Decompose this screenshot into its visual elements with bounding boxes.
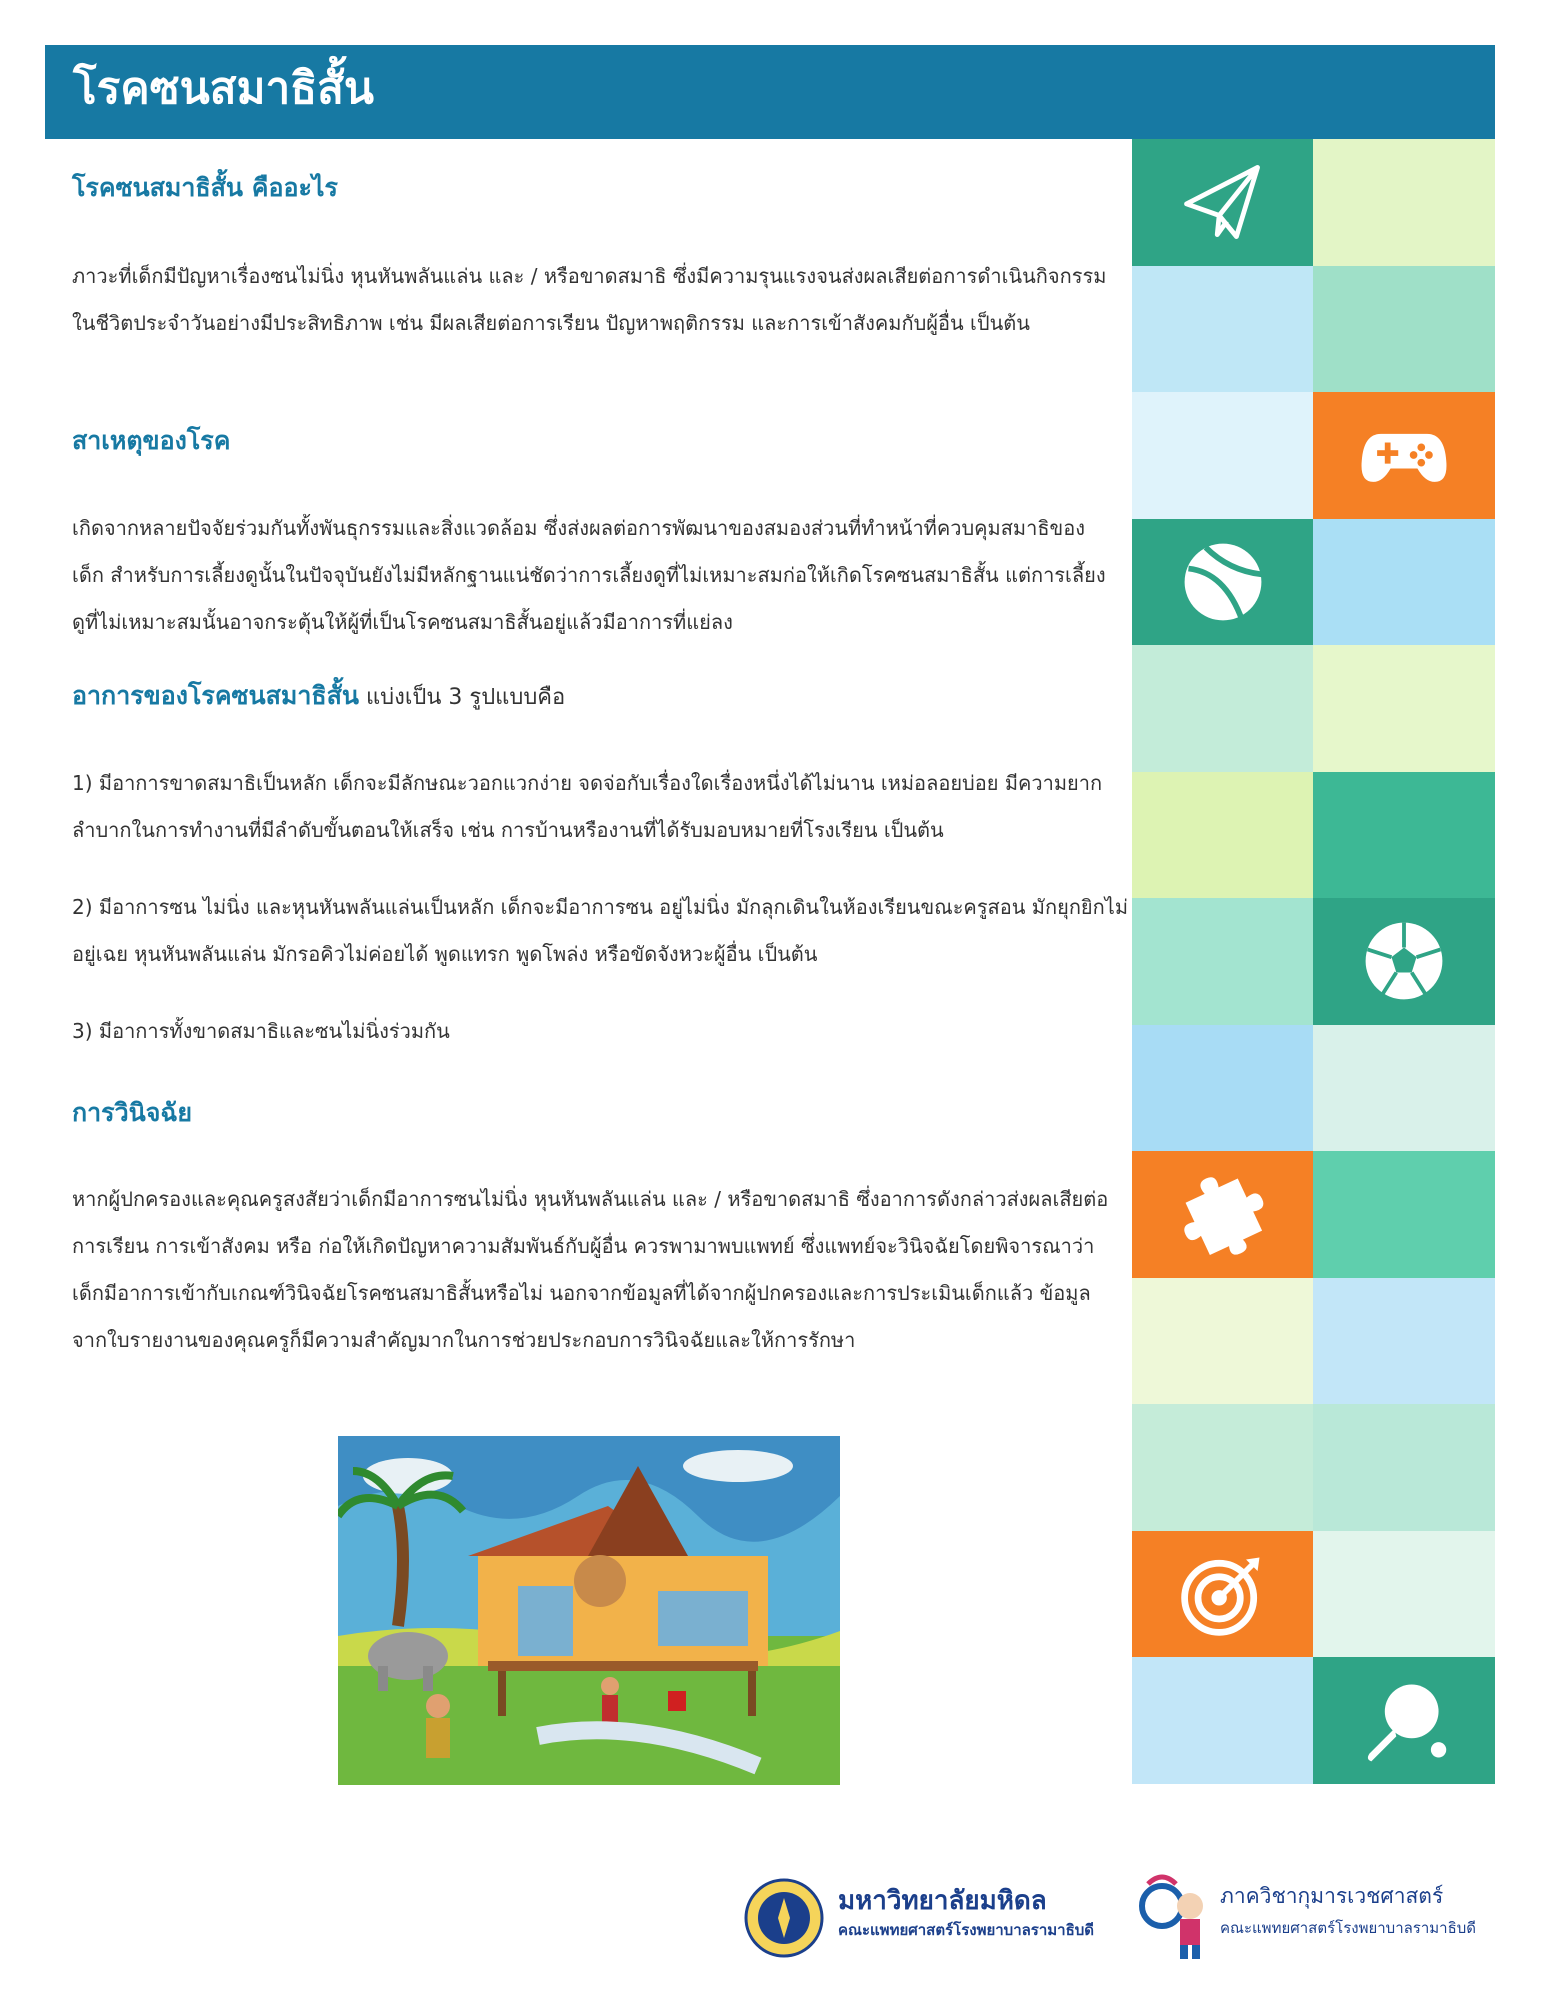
diagnosis-paragraph: หากผู้ปกครองและคุณครูสงสัยว่าเด็กมีอาการซนไม่นิ่ง หุนหันพลันแล่น และ / หรือขาดสมาธิ ซึ่งอาการดังกล่าวส่งผลเสียต่อการเรียน การเข้าสังคม หรือ ก่อให้เกิดปัญหาความสัมพันธ์กับผู้อื่น ควรพามาพบแพทย์ ซึ่งแพทย์จะวินิจฉัยโดยพิจารณาว่าเด็กมีอาการเข้ากับเกณฑ์วินิจฉัยโรคซนสมาธิสั้นหรือไม่ นอกจากข้อมูลที่ได้จากผู้ปกครองและการประเมินเด็กแล้ว ข้อมูลจากใบรายงานของคุณครูก็มีความสำคัญมากในการช่วยประกอบการวินิจฉัยและให้การรักษา — [72, 1187, 1109, 1352]
paper-plane-icon — [1175, 154, 1271, 250]
color-tile — [1313, 1151, 1495, 1278]
department-name: ภาควิชากุมารเวชศาสตร์ — [1220, 1884, 1444, 1908]
symptoms-heading-text: อาการของโรคซนสมาธิสั้น — [72, 681, 359, 710]
tile-beach-ball — [1132, 519, 1313, 646]
color-tile — [1132, 898, 1313, 1025]
section-heading-causes: สาเหตุของโรค — [72, 426, 231, 455]
university-faculty: คณะแพทยศาสตร์โรงพยาบาลรามาธิบดี — [838, 1921, 1095, 1939]
symptom-item-2: 2) มีอาการซน ไม่นิ่ง และหุนหันพลันแล่นเป็นหลัก เด็กจะมีอาการซน อยู่ไม่นิ่ง มักลุกเดินในห้องเรียนขณะครูสอน มักยุกยิกไม่อยู่เฉย หุนหันพลันแล่น มักรอคิวไม่ค่อยได้ พูดแทรก พูดโพล่ง หรือขัดจังหวะผู้อื่น เป็นต้น — [72, 895, 1128, 966]
color-tile — [1313, 139, 1495, 266]
color-tile — [1132, 1278, 1313, 1405]
pediatrics-mascot-icon — [1138, 1866, 1214, 1962]
tile-gamepad — [1313, 392, 1495, 519]
section-heading-symptoms — [72, 676, 565, 718]
department-faculty: คณะแพทยศาสตร์โรงพยาบาลรามาธิบดี — [1220, 1919, 1477, 1937]
color-tile — [1132, 392, 1313, 519]
mahidol-seal-icon — [744, 1878, 824, 1958]
definition-paragraph: ภาวะที่เด็กมีปัญหาเรื่องซนไม่นิ่ง หุนหันพลันแล่น และ / หรือขาดสมาธิ ซึ่งมีความรุนแรงจนส่งผลเสียต่อการดำเนินกิจกรรมในชีวิตประจำวันอย่างมีประสิทธิภาพ เช่น มีผลเสียต่อการเรียน ปัญหาพฤติกรรม และการเข้าสังคมกับผู้อื่น เป็นต้น — [72, 264, 1107, 335]
page-title: โรคซนสมาธิสั้น — [73, 63, 374, 114]
color-tile — [1132, 1025, 1313, 1152]
puzzle-piece-icon — [1175, 1167, 1271, 1263]
color-tile — [1313, 1404, 1495, 1531]
soccer-ball-icon — [1356, 913, 1452, 1009]
color-tile — [1313, 772, 1495, 899]
color-tile — [1132, 645, 1313, 772]
gamepad-icon — [1356, 407, 1452, 503]
beach-ball-icon — [1175, 534, 1271, 630]
ping-pong-icon — [1356, 1673, 1452, 1769]
causes-paragraph: เกิดจากหลายปัจจัยร่วมกันทั้งพันธุกรรมและสิ่งแวดล้อม ซึ่งส่งผลต่อการพัฒนาของสมองส่วนที่ทำหน้าที่ควบคุมสมาธิของเด็ก สำหรับการเลี้ยงดูนั้นในปัจจุบันยังไม่มีหลักฐานแน่ชัดว่าการเลี้ยงดูที่ไม่เหมาะสมก่อให้เกิดโรคซนสมาธิสั้น แต่การเลี้ยงดูที่ไม่เหมาะสมนั้นอาจกระตุ้นให้ผู้ที่เป็นโรคซนสมาธิสั้นอยู่แล้วมีอาการที่แย่ลง — [72, 516, 1106, 634]
tile-ping-pong — [1313, 1657, 1495, 1784]
tile-soccer-ball — [1313, 898, 1495, 1025]
color-tile — [1313, 1025, 1495, 1152]
university-name: มหาวิทยาลัยมหิดล — [838, 1886, 1047, 1916]
target-icon — [1175, 1546, 1271, 1642]
footer-logos — [740, 1860, 1530, 1970]
tile-puzzle-piece — [1132, 1151, 1313, 1278]
symptom-item-3: 3) มีอาการทั้งขาดสมาธิและซนไม่นิ่งร่วมกัน — [72, 1019, 450, 1043]
color-tile — [1132, 1404, 1313, 1531]
section-heading-diagnosis: การวินิจฉัย — [72, 1098, 193, 1127]
color-tile — [1313, 266, 1495, 393]
color-tile — [1132, 1657, 1313, 1784]
color-tile — [1313, 1531, 1495, 1658]
child-drawing-illustration — [338, 1436, 840, 1785]
color-tile — [1313, 519, 1495, 646]
tile-target — [1132, 1531, 1313, 1658]
section-heading-definition: โรคซนสมาธิสั้น คืออะไร — [72, 173, 338, 202]
symptom-item-1: 1) มีอาการขาดสมาธิเป็นหลัก เด็กจะมีลักษณะวอกแวกง่าย จดจ่อกับเรื่องใดเรื่องหนึ่งได้ไม่นาน เหม่อลอยบ่อย มีความยากลำบากในการทำงานที่มีลำดับขั้นตอนให้เสร็จ เช่น การบ้านหรืองานที่ได้รับมอบหมายที่โรงเรียน เป็นต้น — [72, 771, 1103, 842]
page-header — [45, 45, 1495, 139]
color-tile — [1132, 772, 1313, 899]
color-tile — [1132, 266, 1313, 393]
tile-paper-plane — [1132, 139, 1313, 266]
decorative-tile-column — [1132, 139, 1495, 1784]
color-tile — [1313, 645, 1495, 772]
symptoms-heading-suffix: แบ่งเป็น 3 รูปแบบคือ — [359, 685, 566, 710]
color-tile — [1313, 1278, 1495, 1405]
